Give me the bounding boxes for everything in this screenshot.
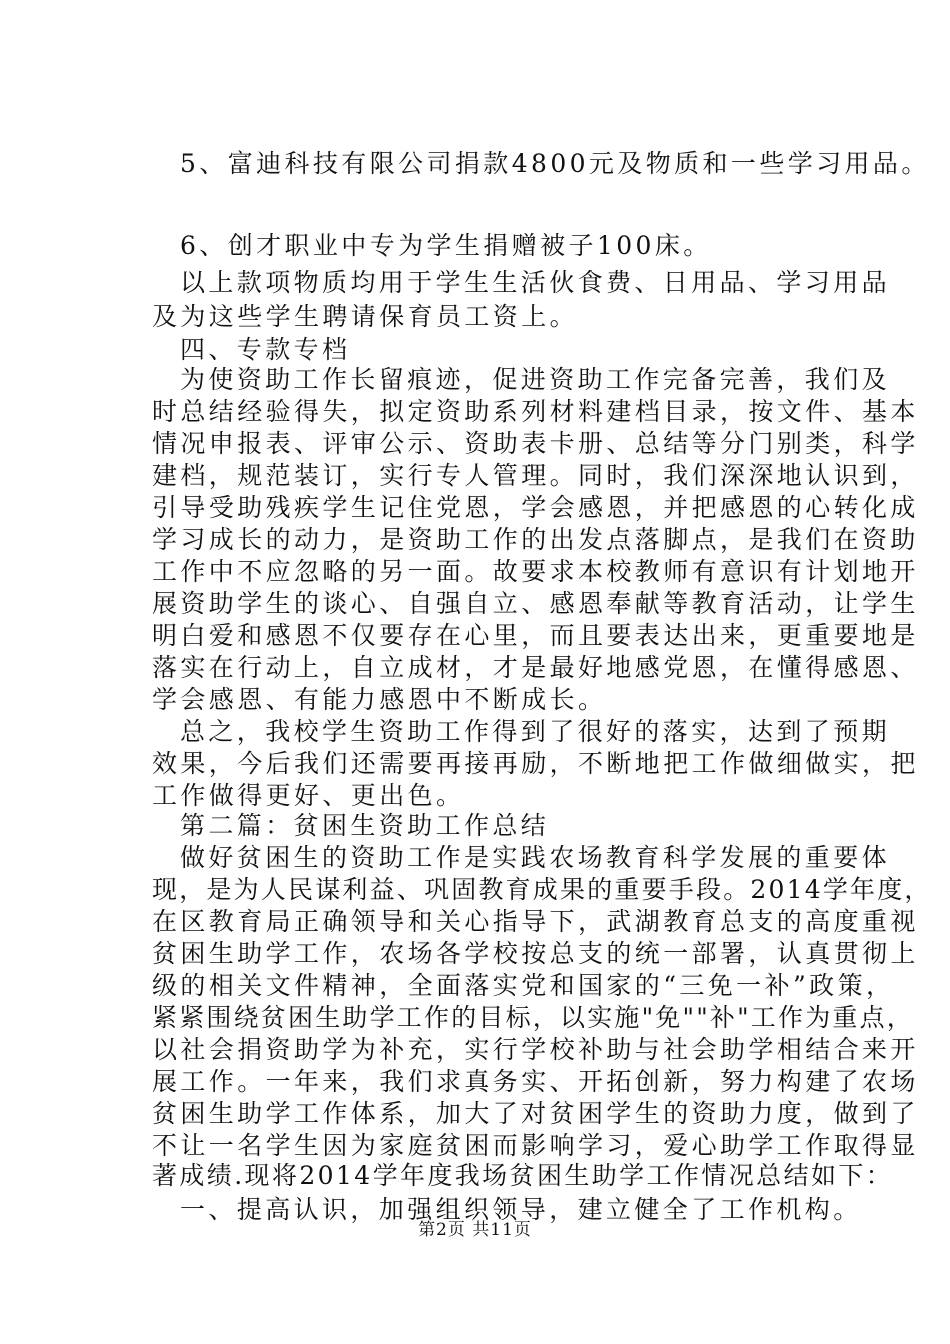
text-line: 工作中不应忽略的另一面。故要求本校教师有意识有计划地开 (152, 557, 919, 586)
text-line: 建档，规范装订，实行专人管理。同时，我们深深地认识到， (152, 461, 919, 490)
text-line: 时总结经验得失，拟定资助系列材料建档目录，按文件、基本 (152, 397, 919, 426)
text-line: 为使资助工作长留痕迹，促进资助工作完备完善，我们及 (180, 365, 891, 394)
text-line: 落实在行动上，自立成材，才是最好地感党恩，在懂得感恩、 (152, 653, 919, 682)
text-line: 紧紧围绕贫困生助学工作的目标，以实施"免""补"工作为重点， (152, 1003, 914, 1032)
section-heading: 四、专款专档 (180, 335, 351, 364)
text-line: 以上款项物质均用于学生生活伙食费、日用品、学习用品 (180, 268, 891, 297)
text-line: 效果，今后我们还需要再接再励，不断地把工作做细做实，把 (152, 749, 919, 778)
text-line: 总之，我校学生资助工作得到了很好的落实，达到了预期 (180, 717, 891, 746)
text-line: 工作做得更好、更出色。 (152, 781, 465, 810)
text-line: 明白爱和感恩不仅要存在心里，而且要表达出来，更重要地是 (152, 621, 919, 650)
text-line: 现，是为人民谋利益、巩固教育成果的重要手段。2014学年度， (152, 875, 932, 904)
text-line: 级的相关文件精神，全面落实党和国家的“三免一补”政策， (152, 971, 895, 1000)
text-line: 在区教育局正确领导和关心指导下，武湖教育总支的高度重视 (152, 907, 919, 936)
text-line: 不让一名学生因为家庭贫困而影响学习，爱心助学工作取得显 (152, 1131, 919, 1160)
text-line: 展资助学生的谈心、自强自立、感恩奉献等教育活动，让学生 (152, 589, 919, 618)
text-line: 贫困生助学工作体系，加大了对贫困学生的资助力度，做到了 (152, 1099, 919, 1128)
text-line: 贫困生助学工作，农场各学校按总支的统一部署，认真贯彻上 (152, 939, 919, 968)
text-line: 情况申报表、评审公示、资助表卡册、总结等分门别类，科学 (152, 429, 919, 458)
text-line: 引导受助残疾学生记住党恩，学会感恩，并把感恩的心转化成 (152, 493, 919, 522)
section-heading: 第二篇：贫困生资助工作总结 (180, 811, 550, 840)
page-footer: 第2页 共11页 (418, 1220, 532, 1240)
text-line: 学习成长的动力，是资助工作的出发点落脚点，是我们在资助 (152, 525, 919, 554)
text-line: 5、富迪科技有限公司捐款4800元及物质和一些学习用品。 (180, 149, 930, 178)
text-line: 一、提高认识，加强组织领导，建立健全了工作机构。 (180, 1195, 862, 1224)
text-line: 著成绩.现将2014学年度我场贫困生助学工作情况总结如下： (152, 1161, 894, 1190)
text-line: 以社会捐资助学为补充，实行学校补助与社会助学相结合来开 (152, 1035, 919, 1064)
text-line: 学会感恩、有能力感恩中不断成长。 (152, 685, 607, 714)
text-line: 展工作。一年来，我们求真务实、开拓创新，努力构建了农场 (152, 1067, 919, 1096)
text-line: 6、创才职业中专为学生捐赠被子100床。 (180, 231, 712, 260)
text-line: 做好贫困生的资助工作是实践农场教育科学发展的重要体 (180, 843, 891, 872)
text-line: 及为这些学生聘请保育员工资上。 (152, 302, 579, 331)
